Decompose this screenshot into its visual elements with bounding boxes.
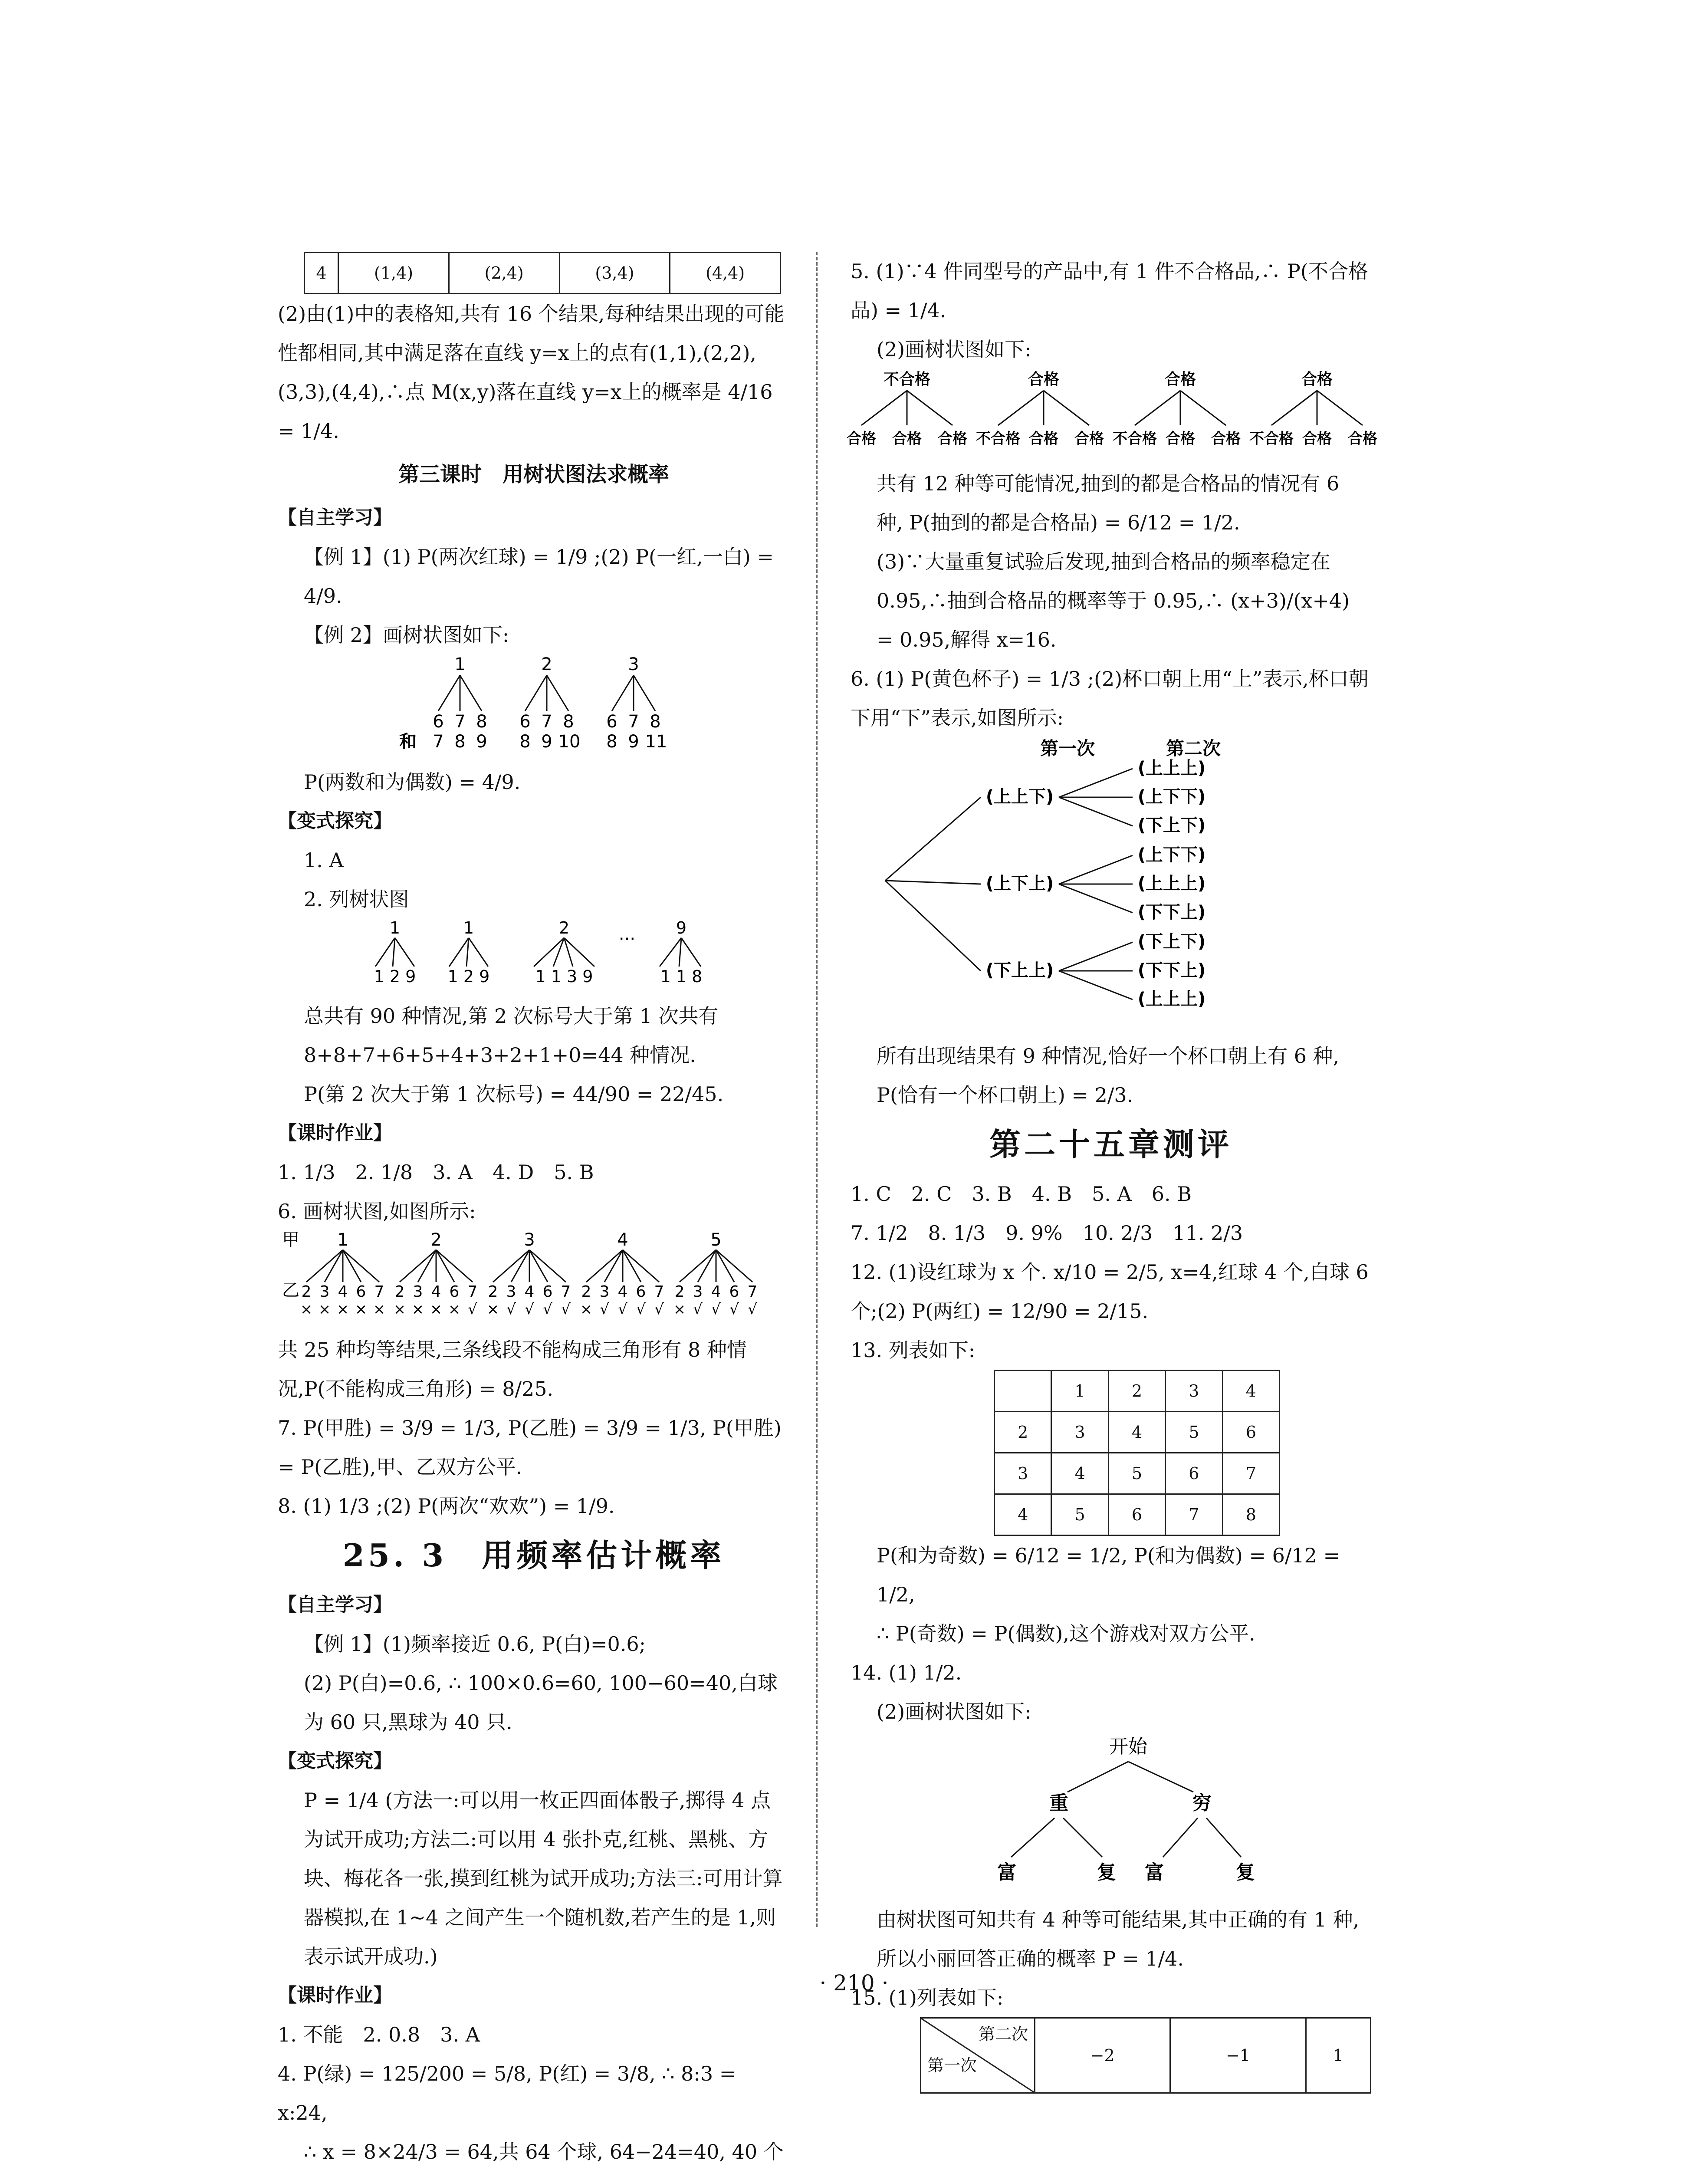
- tree-root: 合格: [1164, 371, 1196, 388]
- tree-leaf: 合格: [938, 430, 967, 447]
- paragraph: (2)由(1)中的表格知,共有 16 个结果,每种结果出现的可能性都相同,其中满足落在直线 y=x上的点有(1,1),(2,2),(3,3),(4,4),∴点 M(x,y)落在直线 y=x上的概率是 4/16 = 1/4.: [278, 302, 785, 443]
- paragraph: (3)∵大量重复试验后发现,抽到合格品的频率稳定在 0.95,∴抽到合格品的概率等于 0.95,∴ (x+3)/(x+4) = 0.95,解得 x=16.: [877, 550, 1350, 651]
- yi-label: 乙: [282, 1280, 299, 1300]
- answer-line: 1. A: [304, 848, 344, 872]
- tree-branch: [885, 881, 981, 971]
- tree-leaf: 合格: [1074, 430, 1104, 447]
- table-cell: 5: [1108, 1453, 1165, 1494]
- triangle-mark: ×: [300, 1301, 313, 1318]
- triangle-mark: ×: [430, 1301, 443, 1318]
- table-cell: 4: [1108, 1412, 1165, 1453]
- table-cell: 8: [1222, 1494, 1279, 1535]
- tree-branch: [400, 1250, 436, 1282]
- paragraph: 7. P(甲胜) = 3/9 = 1/3, P(乙胜) = 3/9 = 1/3, P(甲胜) = P(乙胜),甲、乙双方公平.: [278, 1416, 782, 1479]
- tree-leaf: 6: [636, 1283, 646, 1301]
- tree-leaf: 不合格: [976, 430, 1020, 447]
- answer-line: 14. (1) 1/2.: [851, 1661, 962, 1684]
- sum-table: [994, 1370, 1280, 1536]
- tree-leaf: 合格: [1029, 430, 1058, 447]
- tree-leaf: 8: [650, 712, 661, 732]
- table-cell: (3,4): [559, 253, 670, 294]
- table-row: [995, 1453, 1280, 1494]
- tree-branch: [343, 1250, 379, 1282]
- tree-leaf: 合格: [1166, 430, 1195, 447]
- table-cell: (2,4): [449, 253, 559, 294]
- tree-branch: [1180, 391, 1226, 425]
- paragraph: (2) P(白)=0.6, ∴ 100×0.6=60, 100−60=40,白球为 60 只,黑球为 40 只.: [304, 1671, 778, 1734]
- tree-leaf: 6: [433, 712, 444, 732]
- tree-leaf: 富: [1145, 1861, 1164, 1884]
- tree-leaf: 2: [674, 1283, 685, 1301]
- triangle-mark: ×: [355, 1301, 368, 1318]
- tree-root: 4: [617, 1230, 628, 1250]
- tree-branch: [885, 797, 981, 881]
- tree-leaves: 1 2 9: [374, 967, 416, 986]
- tree-leaf: 4: [524, 1283, 535, 1301]
- second-result: (上上上): [1137, 989, 1206, 1009]
- tree-root: 5: [710, 1230, 722, 1250]
- tree-branch: [623, 1250, 641, 1282]
- tree-leaf: 2: [581, 1283, 591, 1301]
- tree-leaf: 7: [561, 1283, 571, 1301]
- table-cell: 4: [1222, 1371, 1279, 1412]
- tree-node: 重: [1049, 1792, 1068, 1814]
- answer-line: ∴ x = 8×24/3 = 64,共 64 个球, 64−24=40, 40 个: [304, 2140, 784, 2163]
- table-cell: [995, 1371, 1051, 1412]
- tree-leaf: 3: [413, 1283, 423, 1301]
- tree-branch: [998, 391, 1044, 425]
- tree-root: 2: [541, 654, 552, 674]
- tree-1: [399, 654, 487, 752]
- answer-line: 6. 画树状图,如图所示:: [278, 1200, 476, 1223]
- tree-leaf: 不合格: [1113, 430, 1157, 447]
- tree-leaf: 复: [1097, 1861, 1116, 1884]
- left-column: [278, 252, 790, 2170]
- tree-leaves: 1 1 3 9: [535, 967, 593, 986]
- second-result: (上下下): [1137, 845, 1206, 865]
- tree-root: 开始: [1109, 1736, 1147, 1758]
- section-heading: 【变式探究】: [278, 810, 392, 832]
- second-result: (下上下): [1137, 815, 1206, 835]
- paragraph: 5. (1)∵4 件同型号的产品中,有 1 件不合格品,∴ P(不合格品) = 1/4.: [851, 260, 1368, 322]
- table-cell: 7: [1166, 1494, 1222, 1535]
- answer-line: 1. 不能 2. 0.8 3. A: [278, 2023, 480, 2046]
- table-cell: 4: [995, 1494, 1051, 1535]
- second-result: (下下上): [1137, 960, 1206, 980]
- triangle-mark: ×: [318, 1301, 331, 1318]
- table-cell: 5: [1051, 1494, 1108, 1535]
- corner-top-label: 第二次: [978, 2025, 1028, 2044]
- answer-line: P(和为奇数) = 6/12 = 1/2, P(和为偶数) = 6/12 = 1/2,: [877, 1544, 1340, 1606]
- tree-leaf: 富: [997, 1861, 1016, 1884]
- corner-cell: [921, 2018, 1035, 2093]
- second-result: (下上下): [1137, 932, 1206, 952]
- triangle-mark: ×: [373, 1301, 386, 1318]
- tree-branch: [511, 1250, 529, 1282]
- answer-line: 1. 1/3 2. 1/8 3. A 4. D 5. B: [278, 1161, 594, 1184]
- paragraph: 总共有 90 种情况,第 2 次标号大于第 1 次共有 8+8+7+6+5+4+3+2+1+0=44 种情况.: [304, 1004, 719, 1067]
- tree-leaf: 3: [693, 1283, 703, 1301]
- paragraph: 共 25 种均等结果,三条线段不能构成三角形有 8 种情况,P(不能构成三角形) = 8/25.: [278, 1338, 747, 1401]
- second-result: (上上上): [1137, 874, 1206, 894]
- tree-leaf: 3: [319, 1283, 330, 1301]
- tree-leaf: 6: [356, 1283, 366, 1301]
- answer-line: P(第 2 次大于第 1 次标号) = 44/90 = 22/45.: [304, 1082, 724, 1106]
- sum-value: 7: [433, 732, 444, 752]
- tree-leaf: 合格: [892, 430, 922, 447]
- tree-branch: [418, 1250, 436, 1282]
- tree-root: 1: [337, 1230, 348, 1250]
- tree-leaf: 7: [467, 1283, 478, 1301]
- tree-branch: [1059, 942, 1133, 971]
- sum-value: 9: [628, 732, 639, 752]
- answer-line: 4. P(绿) = 125/200 = 5/8, P(红) = 3/8, ∴ 8:3 = x:24,: [278, 2062, 736, 2124]
- first-result: (上上下): [985, 787, 1054, 807]
- tree-branch: [1044, 391, 1089, 425]
- sum-value: 9: [476, 732, 487, 752]
- table-cell: 1: [1306, 2018, 1370, 2093]
- triangle-mark: √: [711, 1301, 721, 1318]
- page-number: · 210 ·: [819, 1970, 889, 1996]
- tree-leaf: 合格: [1211, 430, 1241, 447]
- triangle-mark: ×: [393, 1301, 406, 1318]
- sum-value: 10: [558, 732, 581, 752]
- tree-leaf: 4: [711, 1283, 721, 1301]
- tree-root: 不合格: [883, 371, 931, 388]
- section-title-25-3: 25. 3 用频率估计概率: [342, 1537, 725, 1574]
- paragraph: 所有出现结果有 9 种情况,恰好一个杯口朝上有 6 种, P(恰有一个杯口朝上) = 2/3.: [877, 1044, 1340, 1107]
- triangle-mark: √: [506, 1301, 516, 1318]
- tree-root: 1: [389, 918, 401, 937]
- tree-branch: [1059, 769, 1133, 797]
- example-1: 【例 1】(1) P(两次红球) = 1/9 ;(2) P(一红,一白) = 4/9.: [304, 545, 774, 608]
- triangle-mark: ×: [580, 1301, 593, 1318]
- table-cell: (4,4): [670, 253, 781, 294]
- paragraph: 6. (1) P(黄色杯子) = 1/3 ;(2)杯口朝上用“上”表示,杯口朝下用“下”表示,如图所示:: [851, 667, 1369, 730]
- tree-leaf: 合格: [1348, 430, 1377, 447]
- idiom-tree-diagram: [851, 1731, 1371, 1887]
- jia-label: 甲: [282, 1230, 299, 1250]
- example-2-answer: P(两数和为偶数) = 4/9.: [304, 770, 521, 794]
- right-column: [847, 252, 1377, 2094]
- tree-leaf: 7: [374, 1283, 384, 1301]
- tree-branch: [529, 1250, 548, 1282]
- tree-leaf: 7: [454, 712, 466, 732]
- tree-branch: [436, 1250, 473, 1282]
- tree-leaf: 6: [606, 712, 618, 732]
- triangle-mark: ×: [336, 1301, 349, 1318]
- tree-leaf: 不合格: [1249, 430, 1294, 447]
- tree-branch: [1059, 797, 1133, 826]
- tree-node: 穷: [1192, 1792, 1212, 1814]
- paragraph: 由树状图可知共有 4 种等可能结果,其中正确的有 1 种,所以小丽回答正确的概率 P = 1/4.: [877, 1908, 1360, 1970]
- example-2: 【例 2】画树状图如下:: [304, 623, 509, 647]
- second-result: (上上上): [1137, 758, 1206, 778]
- sum-value: 9: [541, 732, 552, 752]
- tree-branch: [698, 1250, 716, 1282]
- tree-leaf: 6: [729, 1283, 739, 1301]
- triangle-mark: ×: [673, 1301, 686, 1318]
- chapter-test-title: 第二十五章测评: [989, 1126, 1232, 1163]
- table-row: [995, 1494, 1280, 1535]
- table-cell: 6: [1222, 1412, 1279, 1453]
- section-heading: 【变式探究】: [278, 1750, 392, 1772]
- tree-leaf: 4: [338, 1283, 348, 1301]
- tree-branch: [1271, 391, 1317, 425]
- table-cell: 3: [1166, 1371, 1222, 1412]
- tree-branch: [529, 1250, 566, 1282]
- sum-tree-diagram: [278, 654, 790, 750]
- answer-line: 13. 列表如下:: [851, 1338, 976, 1362]
- table-cell: 1: [1051, 1371, 1108, 1412]
- second-result: (上下下): [1137, 787, 1206, 807]
- tree-branch: [623, 1250, 659, 1282]
- prob-table-fragment: [304, 252, 781, 294]
- lesson-title: 第三课时 用树状图法求概率: [398, 462, 669, 487]
- tree-branch: [716, 1250, 734, 1282]
- tree-root: 2: [558, 918, 570, 937]
- tree-leaf: 4: [618, 1283, 628, 1301]
- sum-value: 8: [454, 732, 466, 752]
- section-heading: 【自主学习】: [278, 506, 392, 529]
- tree-leaf: 6: [449, 1283, 460, 1301]
- paragraph: P = 1/4 (方法一:可以用一枚正四面体骰子,掷得 4 点为试开成功;方法二:可以用 4 张扑克,红桃、黑桃、方块、梅花各一张,摸到红桃为试开成功;方法三:可用计算器模拟,在 1~4 之间产生一个随机数,若产生的是 1,则表示试开成功.): [304, 1789, 783, 1968]
- triangle-mark: ×: [486, 1301, 499, 1318]
- triangle-mark: √: [654, 1301, 664, 1318]
- tree-leaf: 2: [394, 1283, 405, 1301]
- tree-leaf: 合格: [1302, 430, 1332, 447]
- section-heading: 【课时作业】: [278, 1984, 392, 2006]
- tree-branch: [1059, 971, 1133, 1000]
- tree-branch: [1059, 884, 1133, 913]
- tree-branch: [604, 1250, 623, 1282]
- triangle-mark: √: [561, 1301, 571, 1318]
- table-cell: 6: [1108, 1494, 1165, 1535]
- tree-branch: [1059, 855, 1133, 884]
- answer-line: 15. (1)列表如下:: [851, 1986, 1004, 2009]
- label-tree-diagram: [278, 919, 790, 984]
- table-cell: 2: [1108, 1371, 1165, 1412]
- triangle-mark: √: [525, 1301, 534, 1318]
- table-cell: 6: [1166, 1453, 1222, 1494]
- tree-leaf: 7: [628, 712, 639, 732]
- tree-branch: [1317, 391, 1363, 425]
- tree-leaf: 7: [747, 1283, 758, 1301]
- first-draw-header: 第一次: [1040, 738, 1095, 759]
- sum-value: 8: [606, 732, 618, 752]
- triangle-mark: √: [729, 1301, 739, 1318]
- table-cell: 5: [1166, 1412, 1222, 1453]
- paragraph: 共有 12 种等可能情况,抽到的都是合格品的情况有 6 种, P(抽到的都是合格品) = 6/12 = 1/2.: [877, 472, 1340, 534]
- tree-branch: [716, 1250, 752, 1282]
- second-draw-header: 第二次: [1166, 738, 1221, 759]
- section-heading: 【自主学习】: [278, 1594, 392, 1616]
- tree-leaf: 3: [599, 1283, 610, 1301]
- tree-root: 1: [463, 918, 474, 937]
- table-cell: 7: [1222, 1453, 1279, 1494]
- table-row: [995, 1412, 1280, 1453]
- tree-root: 合格: [1028, 371, 1060, 388]
- tree-branch: [436, 1250, 454, 1282]
- tree-root: 9: [676, 918, 687, 937]
- table-cell: (1,4): [338, 253, 449, 294]
- sum-value: 11: [645, 732, 667, 752]
- tree-leaf: 8: [476, 712, 487, 732]
- sum-label: 和: [399, 732, 417, 752]
- tree-leaf: 7: [541, 712, 552, 732]
- ellipsis: ···: [618, 929, 636, 949]
- tree-root: 1: [454, 654, 466, 674]
- table-row: [995, 1371, 1280, 1412]
- triangle-mark: √: [543, 1301, 552, 1318]
- tree-leaf: 3: [506, 1283, 516, 1301]
- triangle-mark: √: [600, 1301, 609, 1318]
- tree-leaf: 2: [488, 1283, 498, 1301]
- second-result: (下下上): [1137, 902, 1206, 922]
- tree-root: 3: [524, 1230, 535, 1250]
- tree-branch: [306, 1250, 343, 1282]
- quality-tree-diagram: [847, 369, 1377, 451]
- corner-bottom-label: 第一次: [927, 2056, 977, 2075]
- tree-branch: [586, 1250, 623, 1282]
- tree-leaf: 6: [542, 1283, 553, 1301]
- tree-2: [519, 654, 580, 752]
- table-cell: −1: [1170, 2018, 1306, 2093]
- answer-line: 7. 1/2 8. 1/3 9. 9% 10. 2/3 11. 2/3: [851, 1221, 1243, 1245]
- tree-branch: [907, 391, 953, 425]
- tree-leaves: 1 2 9: [447, 967, 490, 986]
- triangle-mark: √: [748, 1301, 757, 1318]
- tree-3: [606, 654, 667, 752]
- triangle-mark: √: [636, 1301, 646, 1318]
- answer-line: (2)画树状图如下:: [877, 338, 1031, 361]
- paragraph: 12. (1)设红球为 x 个. x/10 = 2/5, x=4,红球 4 个,白球 6 个;(2) P(两红) = 12/90 = 2/15.: [851, 1260, 1369, 1323]
- table-cell: 4: [1051, 1453, 1108, 1494]
- tree-branch: [885, 881, 981, 884]
- tree-branch: [861, 391, 907, 425]
- cup-tree-diagram: [851, 737, 1371, 1024]
- tree-leaves: 1 1 8: [660, 967, 703, 986]
- triangle-mark: ×: [448, 1301, 461, 1318]
- tree-leaf: 复: [1236, 1861, 1255, 1884]
- column-divider: [816, 252, 818, 1927]
- section-heading: 【课时作业】: [278, 1122, 392, 1144]
- tree-branch: [680, 1250, 716, 1282]
- tree-branch: [325, 1250, 343, 1282]
- answer-line: (2)画树状图如下:: [877, 1700, 1031, 1723]
- table-cell: 4: [305, 253, 338, 294]
- tree-leaf: 合格: [847, 430, 876, 447]
- triangle-mark: √: [618, 1301, 627, 1318]
- tree-leaf: 4: [431, 1283, 441, 1301]
- tree-leaf: 2: [301, 1283, 312, 1301]
- tree-root: 2: [430, 1230, 442, 1250]
- table-cell: 2: [995, 1412, 1051, 1453]
- answer-line: ∴ P(奇数) = P(偶数),这个游戏对双方公平.: [877, 1622, 1255, 1645]
- tree-root: 合格: [1301, 371, 1333, 388]
- tree-leaf: 6: [519, 712, 531, 732]
- first-result: (下上上): [985, 960, 1054, 980]
- table-cell: 3: [1051, 1412, 1108, 1453]
- answer-line: 8. (1) 1/3 ;(2) P(两次“欢欢”) = 1/9.: [278, 1494, 615, 1518]
- first-result: (上下上): [985, 874, 1054, 894]
- table-cell: −2: [1035, 2018, 1170, 2093]
- triangle-mark: √: [693, 1301, 703, 1318]
- tree-leaf: 7: [654, 1283, 664, 1301]
- answer-line: 2. 列树状图: [304, 888, 409, 911]
- answer-line: 【例 1】(1)频率接近 0.6, P(白)=0.6;: [304, 1632, 646, 1656]
- tree-root: 3: [628, 654, 639, 674]
- triangle-mark: ×: [411, 1301, 424, 1318]
- answer-line: 1. C 2. C 3. B 4. B 5. A 6. B: [851, 1182, 1192, 1206]
- tree-leaf: 8: [563, 712, 574, 732]
- segment-tree-diagram: [278, 1231, 790, 1318]
- table-15: [920, 2017, 1371, 2094]
- tree-branch: [343, 1250, 361, 1282]
- tree-branch: [493, 1250, 529, 1282]
- tree-branch: [1135, 391, 1180, 425]
- triangle-mark: √: [468, 1301, 477, 1318]
- table-cell: 3: [995, 1453, 1051, 1494]
- sum-value: 8: [519, 732, 531, 752]
